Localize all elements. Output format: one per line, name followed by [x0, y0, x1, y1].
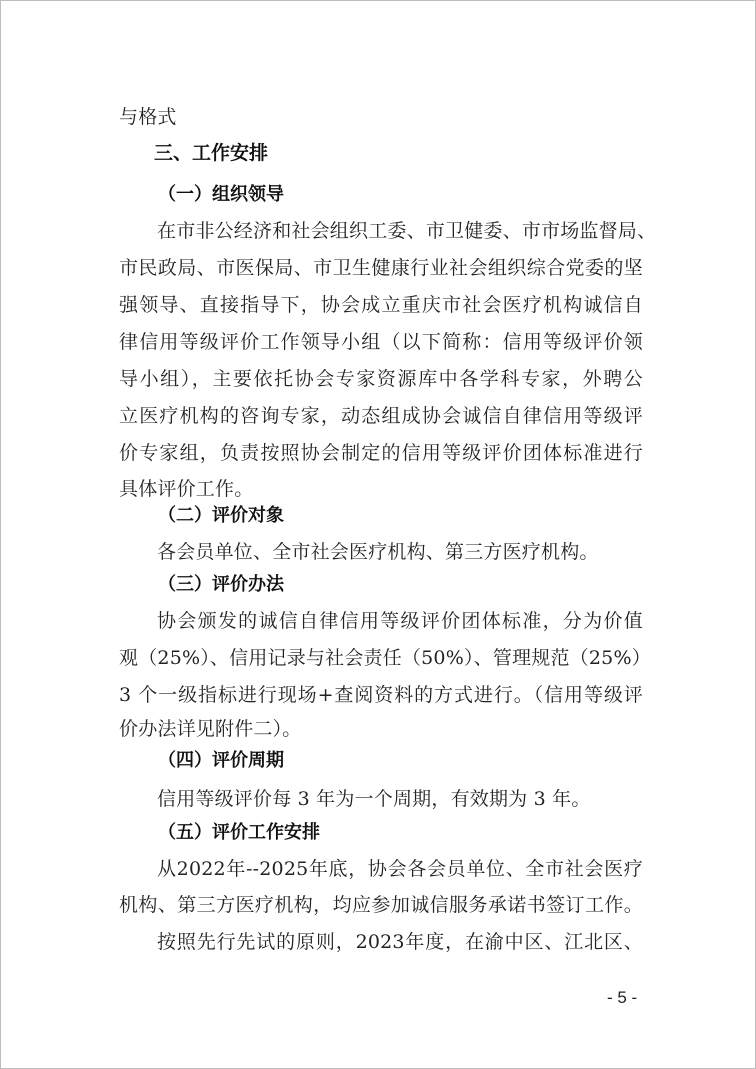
paragraph-line: 各会员单位、全市社会医疗机构、第三方医疗机构。 — [157, 541, 599, 563]
paragraph-line: 强领导、直接指导下，协会成立重庆市社会医疗机构诚信自 — [119, 294, 643, 316]
paragraph-line: 信用等级评价每 3 年为一个周期，有效期为 3 年。 — [157, 788, 591, 810]
paragraph-line: 观（25%）、信用记录与社会责任（50%）、管理规范（25%） — [119, 647, 651, 669]
paragraph-line: 从2022年--2025年底，协会各会员单位、全市社会医疗 — [157, 858, 643, 880]
subsection-heading: （四）评价周期 — [158, 750, 284, 771]
paragraph-line: 立医疗机构的咨询专家，动态组成协会诚信自律信用等级评 — [119, 405, 643, 427]
text-line: 与格式 — [119, 106, 177, 128]
paragraph-line: 在市非公经济和社会组织工委、市卫健委、市市场监督局、 — [157, 220, 657, 242]
page-number: - 5 - — [607, 988, 638, 1007]
paragraph-line: 协会颁发的诚信自律信用等级评价团体标准，分为价值 — [157, 610, 643, 632]
paragraph-line: 市民政局、市医保局、市卫生健康行业社会组织综合党委的坚 — [119, 257, 643, 279]
paragraph-line: 价专家组，负责按照协会制定的信用等级评价团体标准进行 — [119, 442, 643, 464]
paragraph-line: 价办法详见附件二）。 — [119, 718, 302, 740]
paragraph-line: 具体评价工作。 — [119, 478, 254, 500]
section-heading: 三、工作安排 — [154, 142, 269, 164]
paragraph-line: 导小组），主要依托协会专家资源库中各学科专家，外聘公 — [119, 368, 643, 390]
paragraph-line: 律信用等级评价工作领导小组（以下简称：信用等级评价领 — [119, 331, 643, 353]
paragraph-line: 3 个一级指标进行现场+查阅资料的方式进行。（信用等级评 — [119, 684, 643, 706]
paragraph-line: 机构、第三方医疗机构，均应参加诚信服务承诺书签订工作。 — [119, 894, 643, 916]
subsection-heading: （一）组织领导 — [158, 184, 284, 205]
paragraph-line: 按照先行先试的原则，2023年度，在渝中区、江北区、 — [157, 931, 643, 953]
subsection-heading: （五）评价工作安排 — [158, 822, 320, 843]
subsection-heading: （二）评价对象 — [158, 505, 284, 526]
subsection-heading: （三）评价办法 — [158, 574, 284, 595]
